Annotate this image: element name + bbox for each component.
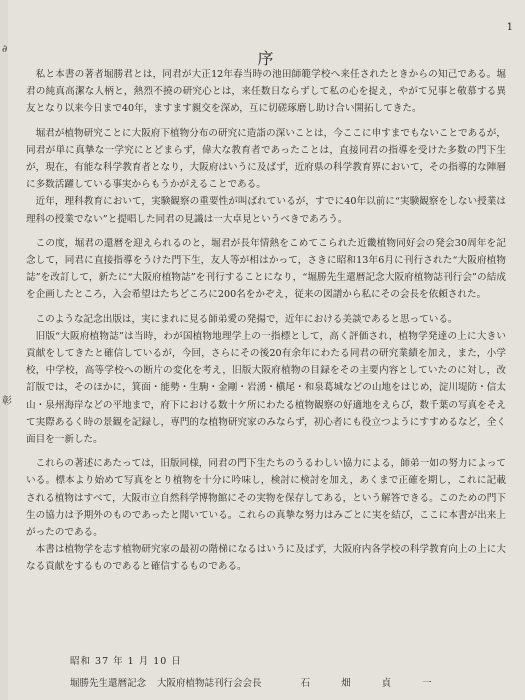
- document-page: [2, 0, 525, 700]
- preface-body: [26, 66, 506, 576]
- signature-name: 石 畑 貞 一: [300, 678, 446, 689]
- signature-line: [70, 675, 454, 689]
- paragraph: 近年，理科教育において，実験観察の重要性が叫ばれているが，すでに40年以前に“実験観察をしない授業は理科の授業でない”と提唱した同君の見識は一大卓見というべきであろう。: [26, 196, 506, 225]
- paragraph: 私と本書の著者堀勝君とは，同君が大正12年春当時の池田師範学校へ来任されたときからの知己である。堀君の純真高潔な人柄と，熱烈不撓の研究心とは，来任数日ならずして私の心を捉え，やがて兄事と敬慕する異友となり以来今日まで40年，ますます親交を深め，互に切磋琢磨し助け合い開拓してきた。: [26, 69, 506, 115]
- paragraph: これらの著述にあたっては，旧版同様，同君の門下生たちのうるわしい協力による，師弟一如の努力によっている。標本より始めて写真をとり植物を十分に吟味し，検討に検討を加え，あくまで正確を期し，これに記載される植物はすべて，大阪市立自然科学博物館にその実物を保存してある，という解答できる。このための門下生の協力は予期外のものであったと聞いている。これらの真摯な努力はみごとに実を結び，ここに本書が出来上がったのである。: [26, 458, 506, 539]
- margin-mark-top: ∂: [2, 44, 8, 55]
- signature-organization: 堀勝先生還暦記念: [70, 678, 147, 689]
- margin-mark-middle: 彰: [2, 396, 12, 407]
- paragraph: 本書は植物学を志す植物研究家の最初の階梯になるはいうに及ばず，大阪府内各学校の科学教育向上の上に大なる貢献をするものであると確信するものである。: [26, 544, 506, 573]
- paragraph: 堀君が植物研究ことに大阪府下植物分布の研究に造詣の深いことは，今ここに申すまでもないことであるが，同君が単に真摯な一学究にとどまらず，偉大な教育者であったことは，直接同君の指導を受けた多数の門下生が，現在，有能な科学教育者となり，大阪府はいうに及ばず，近府県の科学教育界において，その指導的な陣層に多数活躍している事実からもうかがえることである。: [26, 127, 506, 191]
- page-number: 1: [506, 22, 513, 33]
- paragraph: このような記念出版は，実にまれに見る師弟愛の発揚で，近年における美談であると思っている。: [35, 313, 458, 325]
- paragraph: 旧版“大阪府植物誌”は当時，わが国植物地理学上の一指標として，高く評価され，植物学発達の上に大きい貢献をしてきたと確信しているが，今回，さらにその後20有余年にわたる同君の研究業績を加え，また，小学校，中学校，高等学校への断片の変化を考え，旧版大阪府植物の目録をその主要内容としていたのに対し，改訂版では，そのほかに，箕面・能勢・生駒・金剛・岩湧・槇尾・和泉葛城などの山地をはじめ，淀川堤防・信太山・泉州海岸などの平地まで，府下における数十ケ所にわたる植物観察の好適地をえらび，数千葉の写真をそえて実際あるく時の景観を記録し，専門的な植物研究家のみならず，初心者にも役立つようにすすめるなど，全く面目を一新した。: [26, 330, 506, 446]
- paragraph: この度，堀君の還暦を迎えられるのと，堀君が長年情熱をこめてこられた近畿植物同好会の発会30周年を記念して，同君に直接指導をうけた門下生，友人等が相はかって，さきに昭和13年6月に刊行された“大阪府植物誌”を改訂して，新たに“大阪府植物誌”を刊行することになり，“堀勝先生還暦記念大阪府植物誌刊行会”の結成を企画したところ，入会希望はたちどころに200名をかぞえ，従来の図譜から私にその会長を依頼された。: [26, 237, 506, 301]
- date-line: 昭和 37 年 1 月 10 日: [70, 656, 182, 667]
- page-title: 序: [257, 49, 276, 68]
- signature-committee: 大阪府植物誌刊行会会長: [157, 678, 262, 689]
